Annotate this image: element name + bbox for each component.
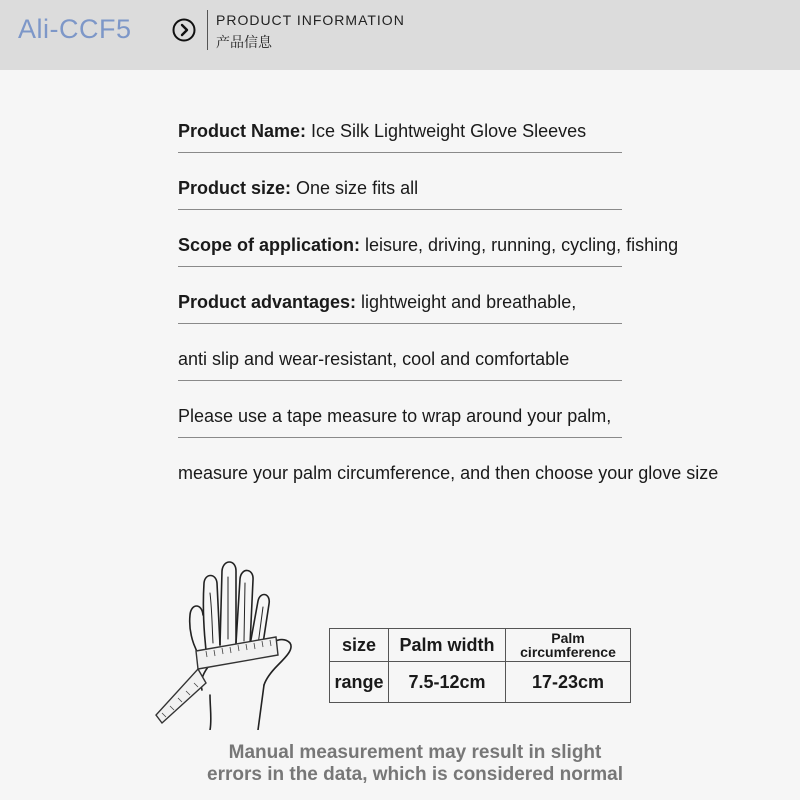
header-divider	[207, 10, 208, 50]
arrow-right-circle-icon	[172, 18, 196, 42]
info-value: lightweight and breathable,	[356, 292, 577, 312]
table-cell-range: range	[330, 662, 389, 703]
info-value: Ice Silk Lightweight Glove Sleeves	[306, 121, 587, 141]
info-line-scope	[178, 232, 718, 289]
note-line-1: Manual measurement may result in slight	[228, 742, 602, 763]
product-code: Ali-CCF5	[18, 14, 132, 44]
info-line-product-size	[178, 175, 718, 232]
info-value: leisure, driving, running, cycling, fishing	[360, 235, 679, 255]
info-label: Product advantages:	[178, 292, 357, 312]
note-line-2: errors in the data, which is considered normal	[207, 764, 623, 785]
info-line-product-name	[178, 118, 718, 175]
size-table	[329, 628, 631, 703]
info-line-advantages-cont	[178, 346, 718, 403]
divider	[178, 323, 622, 324]
product-info-list	[178, 118, 718, 517]
divider	[178, 437, 622, 438]
info-line-measure-1	[178, 403, 718, 460]
info-line-advantages	[178, 289, 718, 346]
divider	[178, 266, 622, 267]
table-header-size: size	[330, 629, 389, 662]
info-label: Product Name:	[178, 121, 307, 141]
table-header-palm-width: Palm width	[389, 629, 506, 662]
table-header-palm-circumference: Palm circumference	[506, 629, 631, 662]
header-bar	[0, 0, 800, 70]
info-label: Scope of application:	[178, 235, 361, 255]
info-value: measure your palm circumference, and then choose your glove size	[178, 463, 719, 483]
table-cell-palm-width: 7.5-12cm	[389, 662, 506, 703]
info-label: Product size:	[178, 178, 292, 198]
divider	[178, 380, 622, 381]
info-value: Please use a tape measure to wrap around your palm,	[178, 406, 612, 426]
measurement-note	[0, 742, 800, 786]
divider	[178, 152, 622, 153]
info-line-measure-2	[178, 460, 718, 517]
table-header-row	[330, 629, 631, 662]
section-title-zh: 产品信息	[216, 35, 272, 51]
divider	[178, 209, 622, 210]
table-row	[330, 662, 631, 703]
table-cell-palm-circumference: 17-23cm	[506, 662, 631, 703]
info-value: One size fits all	[291, 178, 419, 198]
info-value: anti slip and wear-resistant, cool and comfortable	[178, 349, 570, 369]
hand-measurement-illustration	[150, 555, 325, 730]
section-title-en: PRODUCT INFORMATION	[216, 12, 405, 28]
